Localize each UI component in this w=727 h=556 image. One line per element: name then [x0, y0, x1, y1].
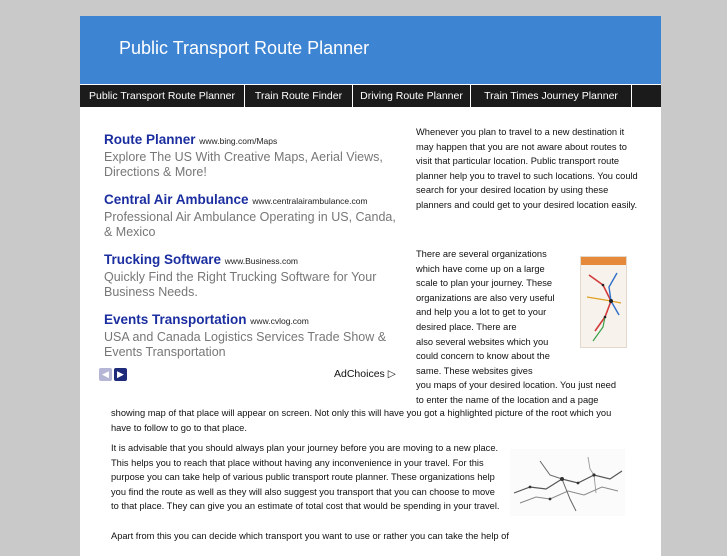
text-line: and help you a lot to get to your	[416, 307, 547, 318]
ad-description[interactable]: Quickly Find the Right Trucking Software for Your Business Needs.	[104, 270, 377, 299]
chevron-right-icon[interactable]: ▶	[114, 368, 127, 381]
ad-url[interactable]: www.centralairambulance.com	[252, 196, 368, 206]
site-header	[80, 16, 661, 84]
text-line: could concern to know about the	[416, 351, 550, 362]
ad-item	[104, 252, 404, 300]
text-line: same. These websites gives	[416, 365, 533, 376]
nav-item-driving-route[interactable]: Driving Route Planner	[353, 85, 471, 107]
text-line: This helps you to reach that place without having any inconvenience in your travel. For this	[111, 457, 484, 468]
ad-description[interactable]: Professional Air Ambulance Operating in US, Canda, & Mexico	[104, 210, 396, 239]
ad-title-link[interactable]: Route Planner	[104, 132, 196, 147]
text-line: to enter the name of the location and a page	[416, 394, 599, 405]
ad-title-link[interactable]: Central Air Ambulance	[104, 192, 249, 207]
ad-title-link[interactable]: Events Transportation	[104, 312, 247, 327]
text-line: purpose you can take help of various public transport route planner. These organizations help	[111, 472, 495, 483]
nav-item-public-transport[interactable]: Public Transport Route Planner	[80, 85, 245, 107]
ad-description[interactable]: Explore The US With Creative Maps, Aerial Views, Directions & More!	[104, 150, 383, 179]
adchoices-link[interactable]: AdChoices ▷	[334, 368, 396, 380]
ad-title-link[interactable]: Trucking Software	[104, 252, 222, 267]
nav-item-train-route[interactable]: Train Route Finder	[245, 85, 353, 107]
ad-block	[104, 132, 404, 372]
ad-item	[104, 132, 404, 180]
ad-item	[104, 192, 404, 240]
text-line: you find the route as well as they will also suggest you transport that you can choose to move	[111, 486, 495, 497]
nav-item-train-times[interactable]: Train Times Journey Planner	[471, 85, 632, 107]
ad-pager	[99, 368, 127, 381]
text-line: organizations are also very useful	[416, 292, 555, 303]
text-line: desired place. There are	[416, 321, 517, 332]
page-container	[80, 16, 661, 556]
ad-url[interactable]: www.cvlog.com	[250, 316, 309, 326]
ad-url[interactable]: www.bing.com/Maps	[199, 136, 278, 146]
continued-paragraph: showing map of that place will appear on screen. Not only this will have you got a highlighted picture of the root which you have to follow to go to that place.	[111, 408, 612, 433]
transit-map-image	[580, 256, 627, 348]
ad-item	[104, 312, 404, 360]
chevron-left-icon[interactable]: ◀	[99, 368, 112, 381]
advice-paragraph	[111, 441, 506, 514]
text-line: which have come up on a large	[416, 263, 545, 274]
intro-paragraph: Whenever you plan to travel to a new destination it may happen that you are not aware about routes to visit that particular location. Public transport route planner help you to travel to such locations. You could search for your desired location by using these planners and could get to your desired location easily.	[416, 127, 638, 210]
text-line: There are several organizations	[416, 249, 547, 259]
ad-description[interactable]: USA and Canada Logistics Services Trade Show & Events Transportation	[104, 330, 387, 359]
text-line: you maps of your desired location. You just need	[416, 380, 617, 391]
text-line: scale to plan your journey. These	[416, 278, 553, 289]
text-line: to that place. They can give you an estimate of total cost that would be spending in your travel.	[111, 501, 500, 512]
main-nav	[80, 85, 661, 107]
route-map-image	[510, 449, 625, 516]
partial-text-line: Apart from this you can decide which transport you want to use or rather you can take the help of	[111, 531, 509, 541]
text-line: It is advisable that you should always plan your journey before you are moving to a new place.	[111, 443, 499, 453]
ad-url[interactable]: www.Business.com	[224, 256, 299, 266]
text-line: also several websites which you	[416, 336, 549, 347]
site-title[interactable]: Public Transport Route Planner	[119, 38, 370, 58]
